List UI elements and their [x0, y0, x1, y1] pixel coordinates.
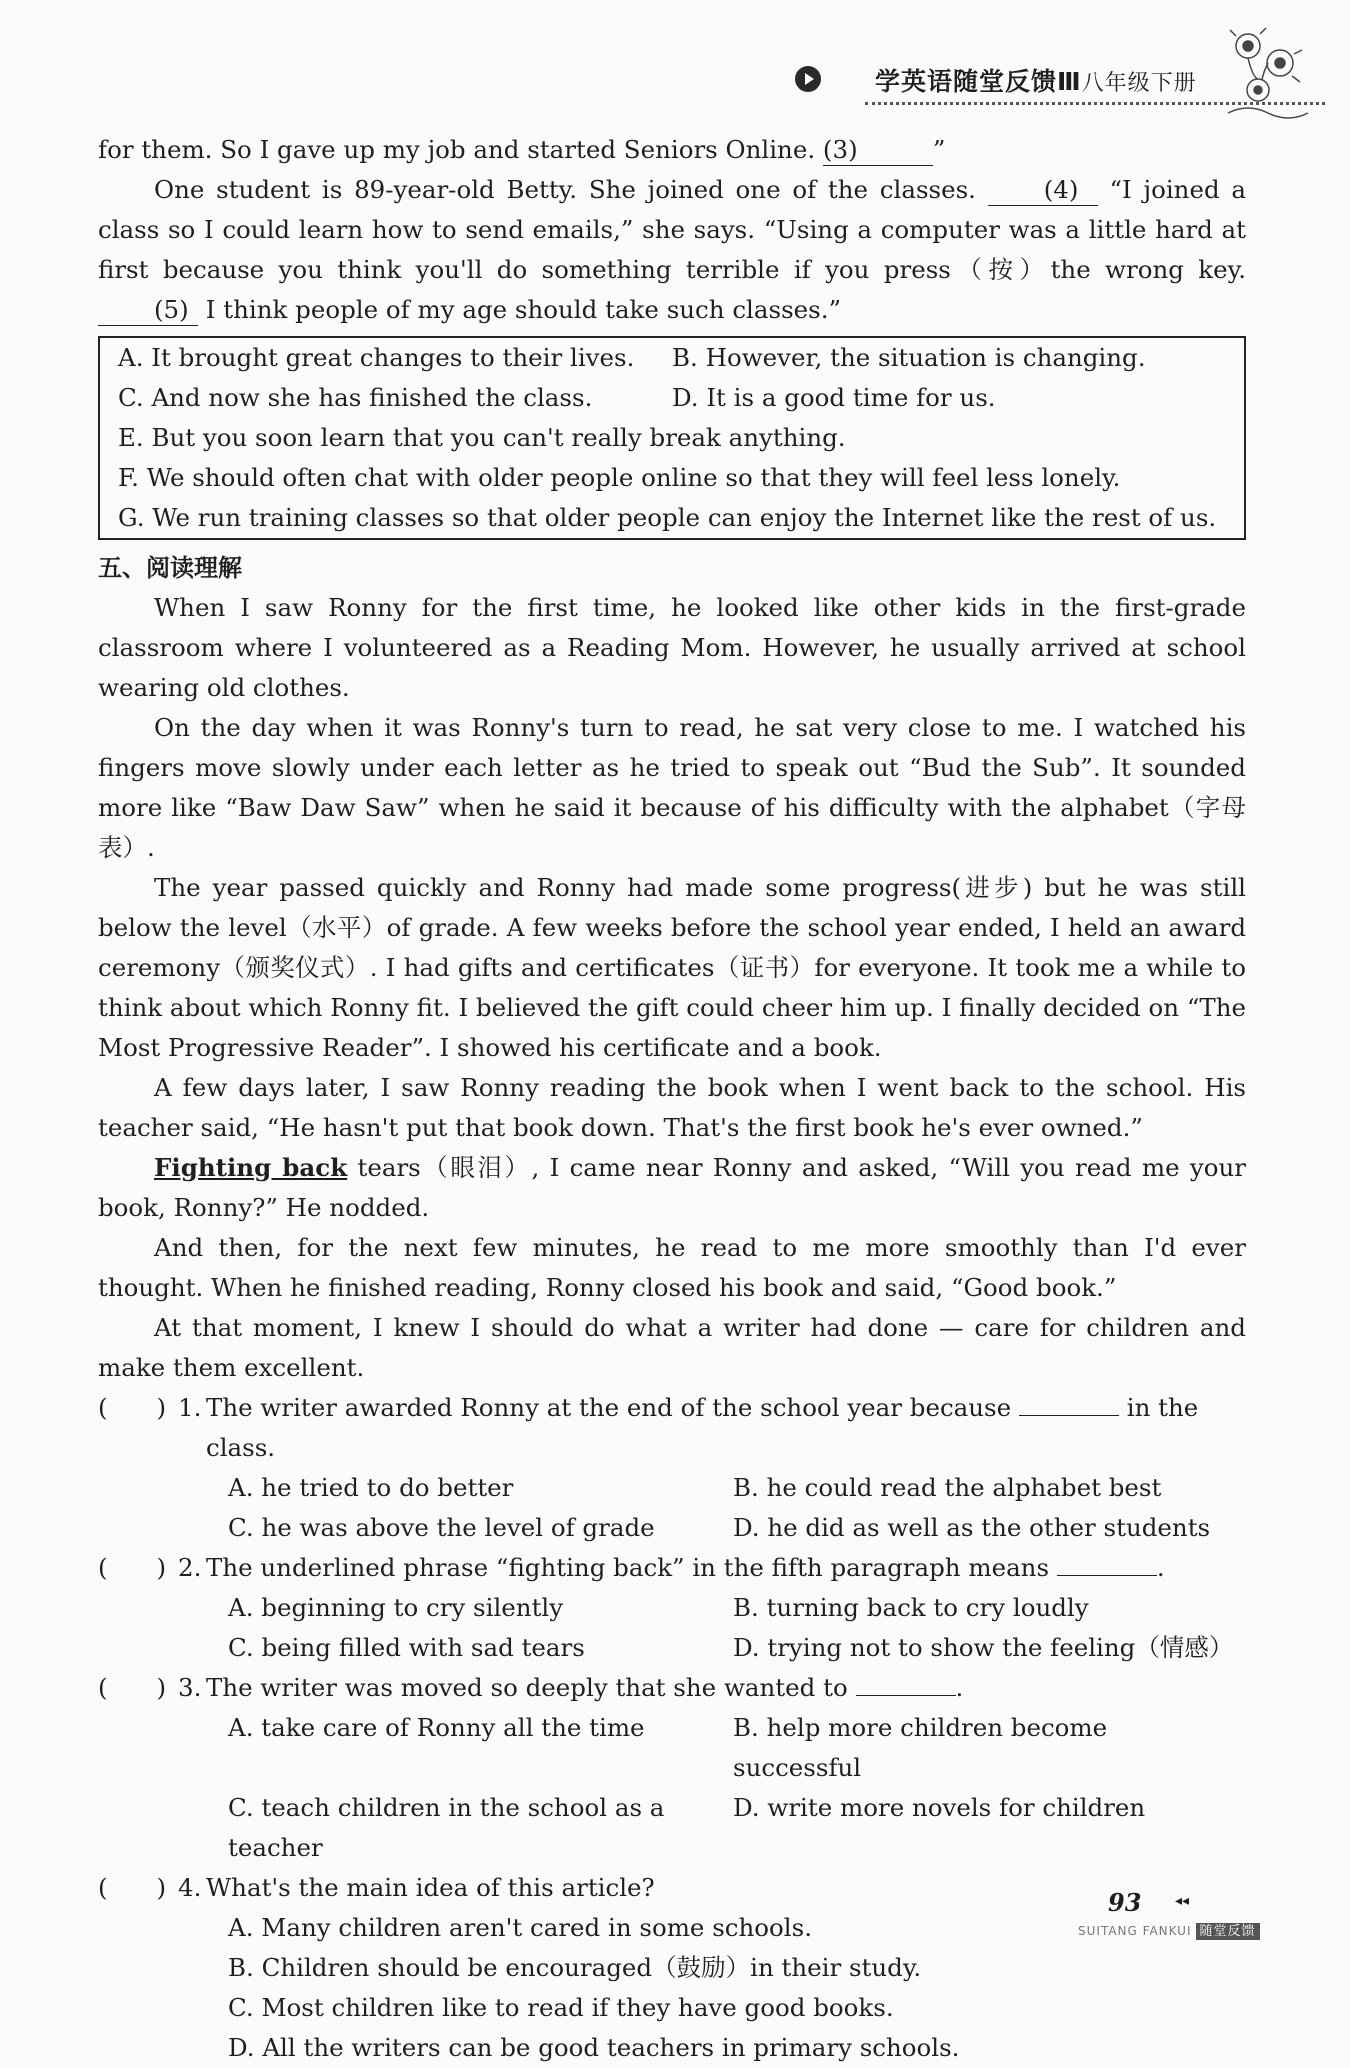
q1-choice-b[interactable]: B. he could read the alphabet best — [733, 1473, 1162, 1502]
question-4: ( ) 4. What's the main idea of this article? A. Many children aren't cared in some schools. B. Children should be encouraged（鼓励）in their study. C. Most children like to read if they have good books. D. All the writers can be good teachers in primary schools. — [98, 1868, 1246, 2068]
passage-line-1: for them. So I gave up my job and started Seniors Online. (3) ” — [98, 135, 946, 164]
question-3-blank — [856, 1695, 956, 1696]
question-2: ( ) 2. The underlined phrase “fighting back” in the fifth paragraph means . A. beginning to cry silently B. turning back to cry loudly C. being filled with sad tears D. trying not to show the feeling（情感） — [98, 1548, 1246, 1668]
reading-paragraph-2: On the day when it was Ronny's turn to read, he sat very close to me. I watched his fingers move slowly under each letter as he tried to speak out “Bud the Sub”. It sounded more like “Baw Daw Saw” when he said it because of his difficulty with the alphabet（字母表）. — [98, 713, 1246, 862]
question-1-blank — [1019, 1415, 1119, 1416]
main-content — [98, 130, 1246, 2068]
option-c: C. And now she has finished the class. — [118, 383, 593, 412]
option-g: G. We run training classes so that older people can enjoy the Internet like the rest of us. — [118, 503, 1217, 532]
q4-choice-c[interactable]: C. Most children like to read if they have good books. — [228, 1993, 894, 2022]
q1-choice-d[interactable]: D. he did as well as the other students — [733, 1513, 1211, 1542]
blank-3[interactable]: (3) — [823, 135, 933, 166]
blank-5[interactable]: (5) — [98, 295, 198, 326]
reading-paragraph-1: When I saw Ronny for the first time, he looked like other kids in the first-grade classroom where I volunteered as a Reading Mom. However, he usually arrived at school wearing old clothes. — [98, 593, 1246, 702]
q3-choice-b[interactable]: B. help more children become successful — [733, 1713, 1108, 1782]
options-box — [98, 336, 1246, 540]
option-b: B. However, the situation is changing. — [672, 343, 1146, 372]
play-icon — [795, 66, 821, 92]
q3-choice-a[interactable]: A. take care of Ronny all the time — [228, 1713, 645, 1742]
q4-choice-b[interactable]: B. Children should be encouraged（鼓励）in their study. — [228, 1953, 922, 1982]
q2-choice-d[interactable]: D. trying not to show the feeling（情感） — [733, 1633, 1234, 1662]
underlined-phrase: Fighting back — [154, 1153, 348, 1182]
footer-brand: SUITANG FANKUI 随堂反馈 — [1078, 1920, 1260, 1939]
q1-choice-a[interactable]: A. he tried to do better — [228, 1473, 514, 1502]
option-e: E. But you soon learn that you can't really break anything. — [118, 423, 846, 452]
footer-badge: 随堂反馈 — [1196, 1923, 1260, 1940]
q3-choice-c[interactable]: C. teach children in the school as a teacher — [228, 1793, 665, 1862]
header-title: 学英语随堂反馈Ⅲ八年级下册 — [875, 67, 1197, 96]
q2-choice-a[interactable]: A. beginning to cry silently — [228, 1593, 564, 1622]
double-arrow-left-icon: ◂◂ — [1175, 1893, 1190, 1909]
question-2-blank — [1057, 1575, 1157, 1576]
passage-paragraph-2: One student is 89-year-old Betty. She joined one of the classes. (4) “I joined a class so I could learn how to send emails,” she says. “Using a computer was a little hard at first because you think you'll do something terrible if you press（按）the wrong key. (5) I think people of my age should take such classes.” — [98, 175, 1246, 324]
answer-box-1[interactable]: ( ) — [98, 1393, 167, 1422]
answer-box-2[interactable]: ( ) — [98, 1553, 167, 1582]
q2-choice-c[interactable]: C. being filled with sad tears — [228, 1633, 585, 1662]
question-1: ( ) 1. The writer awarded Ronny at the end of the school year because in the class. A. he tried to do better B. he could read the alphabet best C. he was above the level of grade D. he did as well as the other students — [98, 1388, 1246, 1548]
q4-choice-a[interactable]: A. Many children aren't cared in some schools. — [228, 1913, 812, 1942]
reading-paragraph-5: Fighting back tears（眼泪）, I came near Ronny and asked, “Will you read me your book, Ronny?” He nodded. — [98, 1153, 1247, 1222]
option-a: A. It brought great changes to their lives. — [118, 343, 635, 372]
blank-4[interactable]: (4) — [988, 175, 1098, 206]
q3-choice-d[interactable]: D. write more novels for children — [733, 1793, 1146, 1822]
answer-box-3[interactable]: ( ) — [98, 1673, 167, 1702]
page-number: 93 — [1108, 1888, 1142, 1917]
q4-choice-d[interactable]: D. All the writers can be good teachers in primary schools. — [228, 2033, 960, 2062]
page-header — [795, 58, 1235, 108]
q1-choice-c[interactable]: C. he was above the level of grade — [228, 1513, 655, 1542]
option-d: D. It is a good time for us. — [672, 383, 996, 412]
option-f: F. We should often chat with older people online so that they will feel less lonely. — [118, 463, 1121, 492]
flower-decoration-icon — [1218, 18, 1318, 128]
question-3: ( ) 3. The writer was moved so deeply that she wanted to . A. take care of Ronny all the time B. help more children become successful C. teach children in the school as a teacher D. write more novels for children — [98, 1668, 1246, 1868]
answer-box-4[interactable]: ( ) — [98, 1873, 167, 1902]
section-title: 五、阅读理解 — [98, 554, 242, 582]
q2-choice-b[interactable]: B. turning back to cry loudly — [733, 1593, 1089, 1622]
reading-paragraph-7: At that moment, I knew I should do what a writer had done — care for children and make them excellent. — [98, 1313, 1246, 1382]
reading-paragraph-3: The year passed quickly and Ronny had made some progress(进步) but he was still below the level（水平）of grade. A few weeks before the school year ended, I held an award ceremony（颁奖仪式）. I had gifts and certificates（证书）for everyone. It took me a while to think about which Ronny fit. I believed the gift could cheer him up. I finally decided on “The Most Progressive Reader”. I showed his certificate and a book. — [98, 873, 1246, 1062]
reading-paragraph-4: A few days later, I saw Ronny reading the book when I went back to the school. His teacher said, “He hasn't put that book down. That's the first book he's ever owned.” — [98, 1073, 1246, 1142]
reading-paragraph-6: And then, for the next few minutes, he read to me more smoothly than I'd ever thought. When he finished reading, Ronny closed his book and said, “Good book.” — [98, 1233, 1246, 1302]
